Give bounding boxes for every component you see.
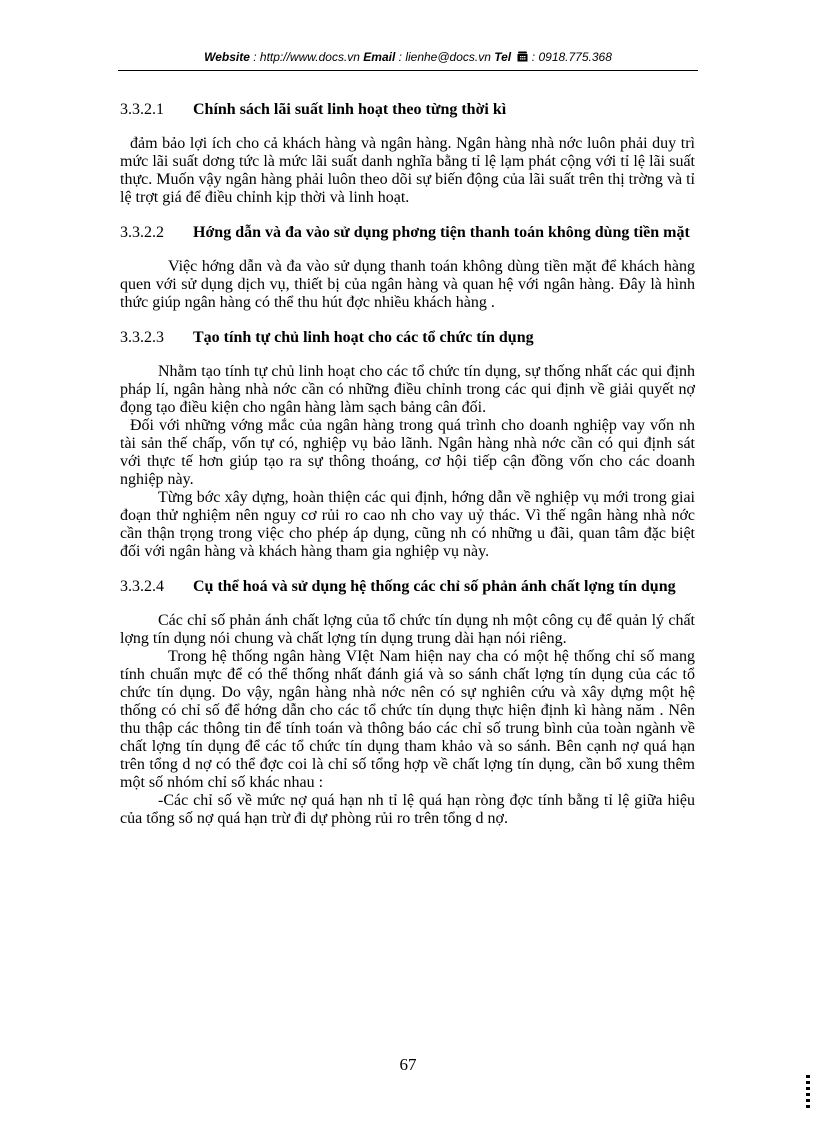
page-number: 67 bbox=[399, 1055, 417, 1074]
email-value: : lienhe@docs.vn bbox=[395, 50, 495, 64]
paragraph: Việc hớng dẫn và đa vào sử dụng thanh toán không dùng tiền mặt để khách hàng quen với sử dụng dịch vụ, thiết bị của ngân hàng và quan hệ với ngân hàng. Đây là hình thức giúp ngân hàng có thể thu hút đợc nhiều khách hàng . bbox=[120, 258, 695, 311]
website-label: Website bbox=[204, 50, 250, 64]
section-number: 3.3.2.1 bbox=[120, 101, 164, 118]
section-heading bbox=[120, 328, 695, 347]
tel-label: Tel bbox=[494, 50, 512, 64]
paragraph: Trong hệ thống ngân hàng VIệt Nam hiện nay cha có một hệ thống chỉ số mang tính chuẩn mực để có thể thống nhất đánh giá và so sánh chất lợng tín dụng của các tổ chức tín dụng. Do vậy, ngân hàng nhà nớc nên có sự nghiên cứu và xây dựng một hệ thống có chỉ số để hớng dẫn cho các tổ chức tín dụng thực hiện định kì hàng năm . Nên thu thập các thông tin để tính toán và thông báo các chỉ số trung bình của toàn ngành về chất lợng tín dụng để các tổ chức tín dụng tham khảo và so sánh. Bên cạnh nợ quá hạn trên tổng d nợ có thể đợc coi là chỉ số tổng hợp về chất lợng tín dụng, cần bổ xung thêm một số nhóm chỉ số khác nhau : bbox=[120, 648, 695, 791]
page-header bbox=[120, 50, 696, 65]
paragraph: Từng bớc xây dựng, hoàn thiện các qui định, hớng dẫn về nghiệp vụ mới trong giai đoạn thử nghiệm nên nguy cơ rủi ro cao nh cho vay uỷ thác. Vì thế ngân hàng nhà nớc cần thận trọng trong việc cho phép áp dụng, cũng nh có những u đãi, quan tâm đặc biệt đối với ngân hàng và khách hàng tham gia nghiệp vụ này. bbox=[120, 489, 695, 560]
phone-icon bbox=[517, 51, 528, 65]
section-number: 3.3.2.3 bbox=[120, 329, 164, 346]
tel-value: : 0918.775.368 bbox=[528, 50, 612, 64]
paragraph: -Các chỉ số về mức nợ quá hạn nh tỉ lệ quá hạn ròng đợc tính bằng tỉ lệ giữa hiệu của tổng số nợ quá hạn trừ đi dự phòng rủi ro trên tổng d nợ. bbox=[120, 792, 695, 827]
section-title: Chính sách lãi suất linh hoạt theo từng thời kì bbox=[193, 101, 507, 118]
section-number: 3.3.2.2 bbox=[120, 224, 164, 241]
section-3-3-2-4 bbox=[120, 577, 695, 828]
section-heading bbox=[120, 100, 695, 119]
section-title: Tạo tính tự chủ linh hoạt cho các tổ chức tín dụng bbox=[193, 329, 534, 346]
email-label: Email bbox=[363, 50, 396, 64]
website-value: : http://www.docs.vn bbox=[249, 50, 364, 64]
section-number: 3.3.2.4 bbox=[120, 578, 164, 595]
section-3-3-2-3 bbox=[120, 328, 695, 561]
page-body bbox=[120, 100, 695, 828]
paragraph: Đối với những vớng mắc của ngân hàng trong quá trình cho doanh nghiệp vay vốn nh tài sản thế chấp, vốn tự có, nghiệp vụ bảo lãnh. Ngân hàng nhà nớc cần có qui định sát với thực tế hơn giúp tạo ra sự thông thoáng, cơ hội tiếp cận đồng vốn cho các doanh nghiệp này. bbox=[120, 417, 695, 488]
page-edge-marks bbox=[806, 1075, 812, 1117]
section-title: Cụ thể hoá và sử dụng hệ thống các chỉ số phản ánh chất lợng tín dụng bbox=[193, 578, 676, 595]
section-3-3-2-1 bbox=[120, 100, 695, 207]
paragraph: Nhằm tạo tính tự chủ linh hoạt cho các tổ chức tín dụng, sự thống nhất các qui định pháp lí, ngân hàng nhà nớc cần có những điều chỉnh trong các qui định về giải quyết nợ đọng tạo điều kiện cho ngân hàng làm sạch bảng cân đối. bbox=[120, 363, 695, 416]
section-heading bbox=[120, 223, 695, 242]
paragraph: Các chỉ số phản ánh chất lợng của tổ chức tín dụng nh một công cụ để quản lý chất lợng tín dụng nói chung và chất lợng tín dụng trung dài hạn nói riêng. bbox=[120, 612, 695, 647]
section-heading bbox=[120, 577, 695, 596]
section-title: Hớng dẫn và đa vào sử dụng phơng tiện thanh toán không dùng tiền mặt bbox=[193, 224, 690, 241]
paragraph: đảm bảo lợi ích cho cả khách hàng và ngân hàng. Ngân hàng nhà nớc luôn phải duy trì mức lãi suất dơng tức là mức lãi suất danh nghĩa bằng tỉ lệ lạm phát cộng với tỉ lệ lãi suất thực. Muốn vậy ngân hàng phải luôn theo dõi sự biến động của lãi suất trên thị trờng và tỉ lệ trợt giá để điều chỉnh kịp thời và linh hoạt. bbox=[120, 135, 695, 206]
header-divider bbox=[118, 70, 698, 71]
section-3-3-2-2 bbox=[120, 223, 695, 312]
